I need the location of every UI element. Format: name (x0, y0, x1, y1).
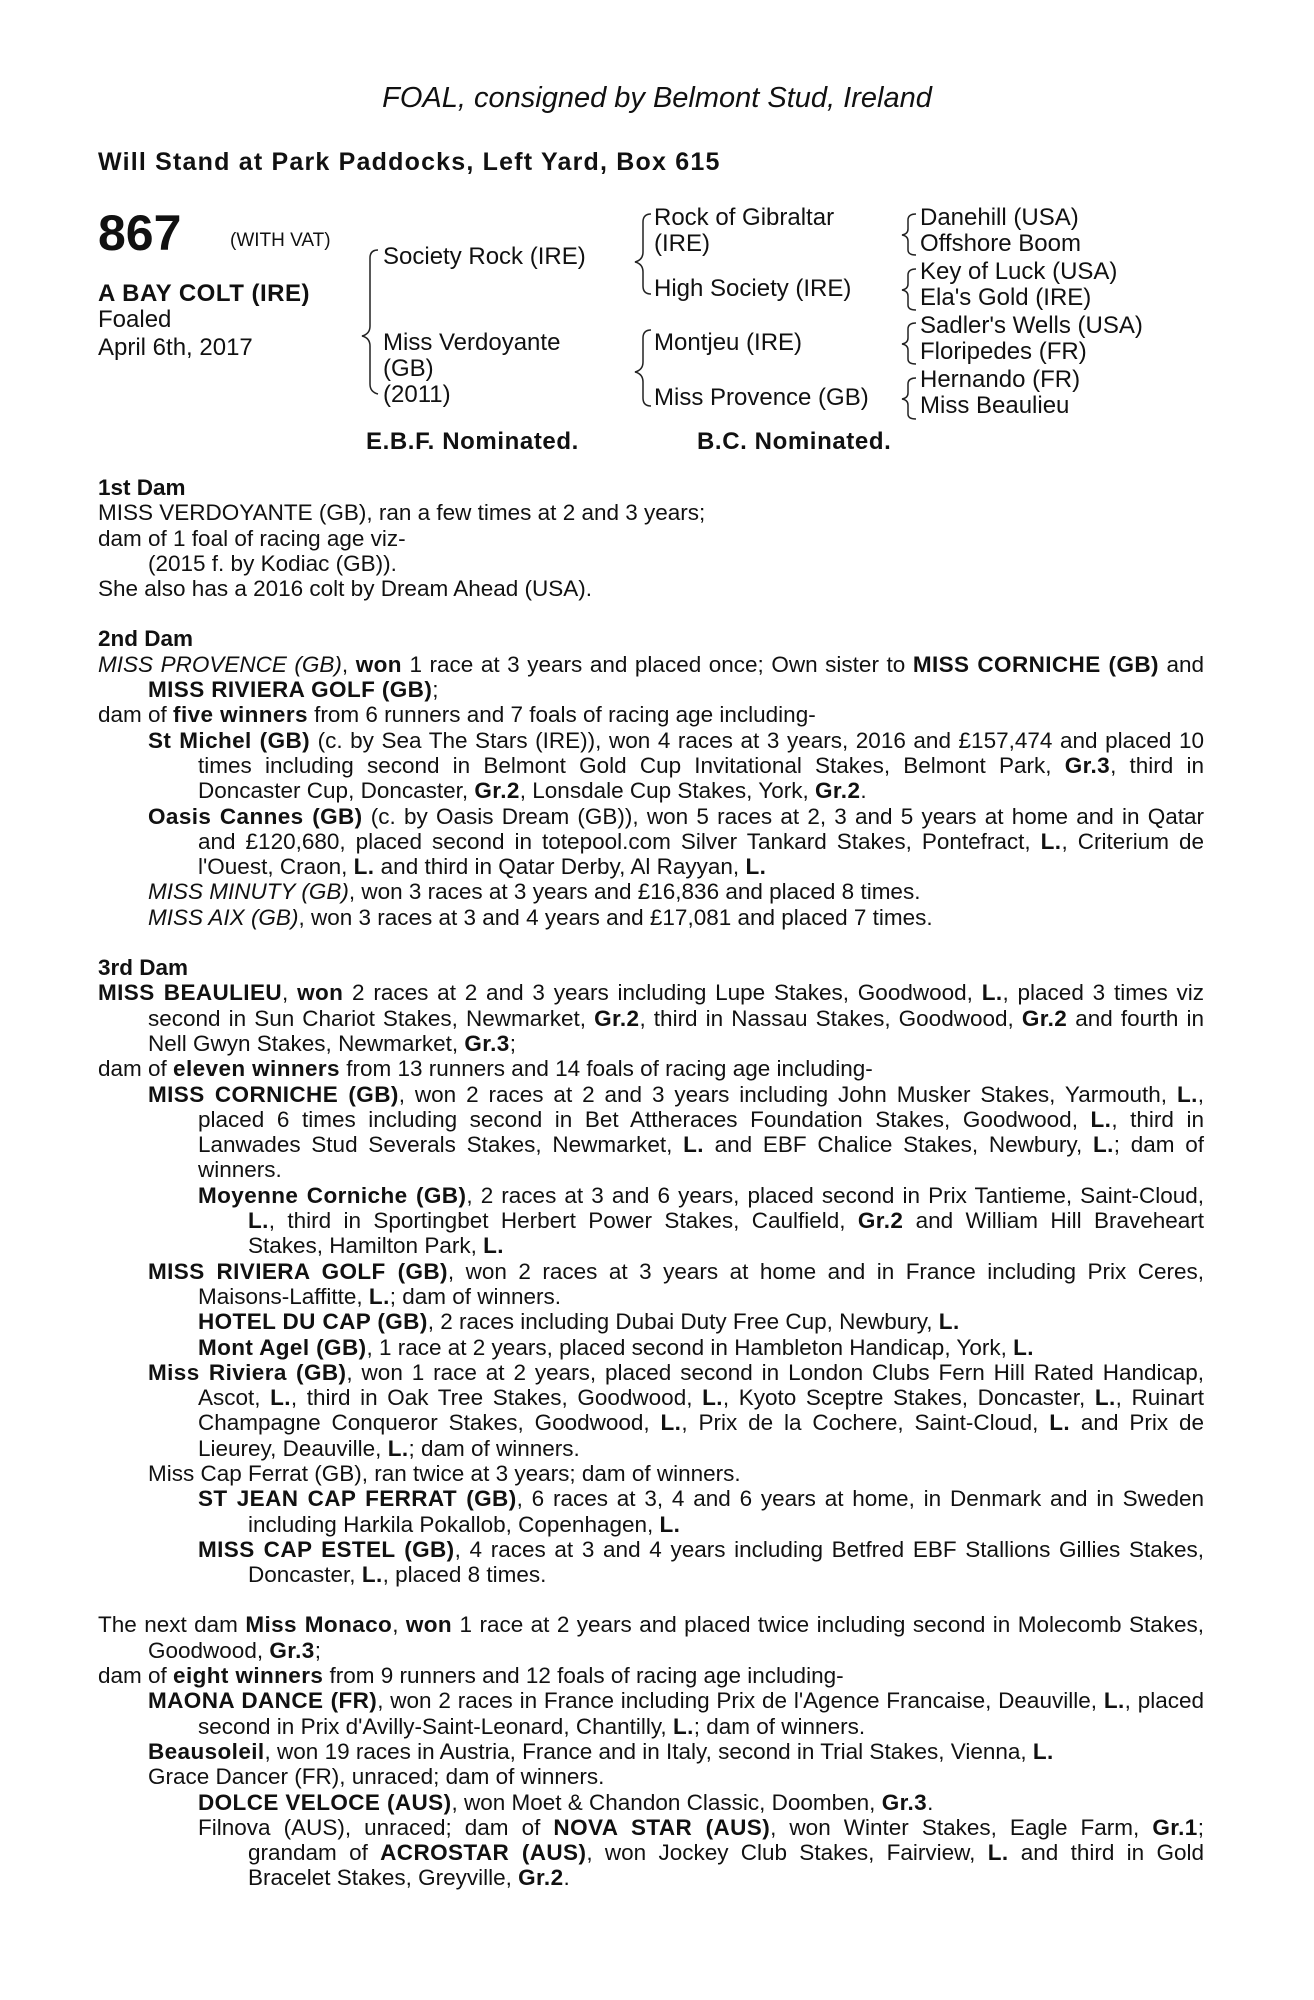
bold-run: Gr.3 (881, 1789, 928, 1815)
pedigree-g3-6: Floripedes (FR) (920, 338, 1087, 365)
bold-run: L. (270, 1385, 291, 1411)
bracket-gen1 (362, 250, 378, 394)
bold-run: Miss Riviera (GB) (148, 1359, 347, 1385)
text-run: Filnova (AUS), unraced; dam of (198, 1814, 554, 1840)
text-run: and (1158, 651, 1204, 677)
bold-run: L. (387, 1435, 409, 1461)
text-run: (c. by Oasis Dream (GB)), won 5 races at 2, 3 and 5 years at home and in Qatar and £120,680, placed second in totepool.com Silver Tankard Stakes, Pontefract, (198, 803, 1205, 854)
text-run: The next dam (98, 1612, 246, 1638)
text-run: 1 race at 2 years and placed twice including second in Molecomb Stakes, Goodwood, (148, 1612, 1204, 1663)
text-run: and William Hill Braveheart Stakes, Hamilton Park, (248, 1208, 1205, 1259)
bold-run: HOTEL DU CAP (GB) (198, 1309, 428, 1335)
text-run: , 2 races including Dubai Duty Free Cup, Newbury, (427, 1309, 939, 1335)
text-run: from 6 runners and 7 foals of racing age including- (307, 702, 816, 728)
text-run: ; dam of winners. (389, 1283, 562, 1309)
text-run: , Criterium de l'Ouest, Craon, (198, 828, 1204, 880)
text-run: ; (509, 1030, 516, 1056)
page-title: FOAL, consigned by Belmont Stud, Ireland (382, 82, 932, 114)
bold-run: eleven winners (173, 1056, 340, 1082)
text-run: (c. by Sea The Stars (IRE)), won 4 races at 3 years, 2016 and £157,474 and placed 10 times including second in Belmont Gold Cup Invitational Stakes, Belmont Park, (198, 727, 1204, 778)
bold-run: Gr.2 (814, 778, 861, 804)
grand-offspring-entry (98, 1309, 1204, 1334)
bracket-ds (902, 323, 916, 364)
bold-run: Moyenne Corniche (GB) (198, 1182, 467, 1208)
second-dam-offspring (98, 728, 1204, 804)
text-run: from 9 runners and 12 foals of racing age including- (323, 1663, 844, 1689)
text-run: , won Jockey Club Stakes, Fairview, (586, 1840, 988, 1866)
first-dam-line: dam of 1 foal of racing age viz- (98, 525, 406, 551)
offspring-entry (98, 1259, 1204, 1310)
text-run: , third in Doncaster Cup, Doncaster, (198, 752, 1204, 804)
grand-offspring-entry (98, 1790, 1204, 1815)
foaled-date: April 6th, 2017 (98, 334, 253, 361)
text-run: , won Winter Stakes, Eagle Farm, (770, 1814, 1153, 1840)
pedigree-g3-2: Offshore Boom (920, 230, 1081, 257)
text-run: 1 race at 3 years and placed once; Own sister to (401, 651, 913, 677)
lot-name: A BAY COLT (IRE) (98, 280, 311, 307)
text-run: and fourth in Nell Gwyn Stakes, Newmarket, (148, 1005, 1205, 1056)
bold-run: Gr.3 (1064, 752, 1111, 778)
bold-run: L. (659, 1511, 681, 1537)
bold-run: Gr.3 (464, 1030, 510, 1056)
text-run: ; (314, 1637, 321, 1663)
bold-run: Gr.3 (269, 1637, 315, 1663)
text-run: from 13 runners and 14 foals of racing age including- (339, 1056, 873, 1082)
text-run: , 2 races at 3 and 6 years, placed second in Prix Tantieme, Saint-Cloud, (466, 1182, 1205, 1208)
text-run: , won 2 races at 3 years at home and in France including Prix Ceres, Maisons-Laffitte, (198, 1258, 1204, 1309)
text-run: , won 19 races in Austria, France and in Italy, second in Trial Stakes, Vienna, (264, 1738, 1033, 1764)
second-dam-offspring (98, 879, 1204, 904)
bracket-dd (902, 378, 916, 419)
text-run: ; dam of winners. (408, 1435, 580, 1461)
text-run: , placed second in Prix d'Avilly-Saint-Leonard, Chantilly, (198, 1688, 1204, 1739)
italic-run: MISS PROVENCE (GB) (98, 651, 342, 677)
offspring-entry (98, 1082, 1204, 1183)
bold-run: L. (1013, 1334, 1034, 1360)
text-run: dam of (98, 702, 174, 728)
bold-run: Beausoleil (148, 1738, 265, 1764)
text-run: dam of (98, 1056, 174, 1082)
bold-run: L. (1094, 1385, 1116, 1411)
text-run: ; dam of winners. (198, 1132, 1204, 1183)
bold-run: DOLCE VELOCE (AUS) (198, 1789, 452, 1815)
third-dam-offspring-list (98, 1082, 1204, 1588)
bold-run: St Michel (GB) (148, 727, 311, 753)
text-run: , 4 races at 3 and 4 years including Betfred EBF Stallions Gillies Stakes, Doncaster, (248, 1536, 1204, 1588)
text-run: , (282, 980, 298, 1006)
italic-run: MISS AIX (GB) (148, 904, 299, 930)
text-run: , placed 3 times viz second in Sun Chariot Stakes, Newmarket, (148, 980, 1204, 1031)
pedigree-sire-dam: High Society (IRE) (654, 275, 852, 302)
bold-run: L. (248, 1208, 269, 1234)
text-run: . (860, 778, 867, 804)
text-run: , third in Nassau Stakes, Goodwood, (639, 1005, 1022, 1031)
bold-run: Gr.1 (1152, 1814, 1198, 1840)
second-dam-summary (98, 652, 1204, 703)
bold-run: L. (483, 1233, 504, 1259)
bold-run: L. (1032, 1738, 1054, 1764)
bold-run: L. (981, 980, 1003, 1006)
pedigree-g3-8: Miss Beaulieu (920, 392, 1070, 419)
pedigree-dam-dam: Miss Provence (GB) (654, 384, 869, 411)
bold-run: Oasis Cannes (GB) (148, 803, 363, 829)
bold-run: Gr.2 (594, 1005, 640, 1031)
bold-run: L. (1176, 1081, 1198, 1107)
text-run: , third in Lanwades Stud Severals Stakes, Newmarket, (198, 1106, 1204, 1158)
pedigree-g3-5: Sadler's Wells (USA) (920, 312, 1143, 339)
bc-nominated: B.C. Nominated. (697, 428, 892, 455)
bold-run: Gr.2 (1021, 1005, 1068, 1031)
text-run: 2 races at 2 and 3 years including Lupe Stakes, Goodwood, (343, 980, 982, 1006)
bold-run: L. (660, 1410, 682, 1436)
foaled-label: Foaled (98, 306, 172, 333)
text-run: , won 2 races in France including Prix de l'Agence Francaise, Deauville, (377, 1688, 1104, 1714)
bold-run: L. (987, 1840, 1009, 1866)
bold-run: MISS RIVIERA GOLF (GB) (148, 1258, 448, 1284)
pedigree-g3-7: Hernando (FR) (920, 366, 1081, 393)
text-run: , won Moet & Chandon Classic, Doomben, (451, 1789, 882, 1815)
first-dam-line: MISS VERDOYANTE (GB), ran a few times at 2 and 3 years; (98, 500, 706, 526)
bold-run: L. (745, 854, 767, 880)
text-run: , placed 6 times including second in Bet Attheraces Foundation Stakes, Goodwood, (198, 1081, 1205, 1132)
bold-run: L. (683, 1132, 704, 1158)
text-run: and EBF Chalice Stakes, Newbury, (703, 1132, 1093, 1158)
bracket-sd (902, 269, 916, 310)
pedigree-sire-sire-line1: Rock of Gibraltar (654, 204, 835, 231)
second-dam-offspring (98, 905, 1204, 930)
third-dam-produce-summary (98, 1056, 1204, 1081)
bold-run: Gr.2 (518, 1865, 564, 1891)
bracket-ss (902, 214, 916, 255)
bold-run: Gr.2 (857, 1208, 904, 1234)
grand-offspring-entry (98, 1183, 1204, 1259)
text-run: , placed 8 times. (382, 1562, 547, 1588)
italic-run: MISS MINUTY (GB) (148, 879, 349, 905)
text-run: ; grandam of (248, 1814, 1204, 1866)
bold-run: eight winners (173, 1663, 324, 1689)
grand-offspring-entry (98, 1486, 1204, 1537)
text-run: , Prix de la Cochere, Saint-Cloud, (681, 1410, 1050, 1436)
bold-run: MISS CORNICHE (GB) (148, 1081, 399, 1107)
text-run: , (392, 1612, 406, 1638)
second-dam-offspring (98, 804, 1204, 880)
stand-location: Will Stand at Park Paddocks, Left Yard, Box 615 (98, 148, 721, 176)
pedigree-dam-line1: Miss Verdoyante (383, 329, 561, 356)
bold-run: L. (1040, 828, 1062, 854)
pedigree-g3-4: Ela's Gold (IRE) (920, 284, 1092, 311)
text-run: , 1 race at 2 years, placed second in Hambleton Handicap, York, (366, 1334, 1014, 1360)
text-run: . (927, 1789, 934, 1815)
third-dam-heading: 3rd Dam (98, 955, 189, 981)
grand-offspring-entry (98, 1335, 1204, 1360)
bold-run: L. (1049, 1410, 1071, 1436)
pedigree-sire: Society Rock (IRE) (383, 243, 586, 270)
text-run: and third in Gold Bracelet Stakes, Greyville, (248, 1840, 1204, 1891)
offspring-entry (98, 1360, 1204, 1461)
bold-run: MISS BEAULIEU (98, 980, 283, 1006)
bold-run: L. (938, 1309, 960, 1335)
vat-note: (WITH VAT) (230, 230, 331, 251)
bold-run: five winners (173, 702, 308, 728)
bold-run: L. (1090, 1106, 1112, 1132)
pedigree-dam-sire: Montjeu (IRE) (654, 329, 803, 356)
bold-run: Miss Monaco (245, 1612, 393, 1638)
bold-run: MISS RIVIERA GOLF (GB) (148, 677, 433, 703)
text-run: ; (432, 677, 439, 703)
first-dam-heading: 1st Dam (98, 475, 186, 500)
bold-run: won (405, 1612, 453, 1638)
grand-offspring-entry (98, 1537, 1204, 1588)
bold-run: L. (1092, 1132, 1114, 1158)
catalogue-body (98, 475, 1204, 1891)
bold-run: MAONA DANCE (FR) (148, 1688, 378, 1714)
pedigree-sire-sire-line2: (IRE) (654, 230, 710, 257)
bold-run: NOVA STAR (AUS) (553, 1814, 771, 1840)
text-run: , Lonsdale Cup Stakes, York, (519, 778, 815, 804)
bold-run: L. (1103, 1688, 1125, 1714)
first-dam-line: (2015 f. by Kodiac (GB)). (148, 550, 397, 576)
pedigree-dam-line3: (2011) (383, 381, 451, 408)
bold-run: L. (702, 1385, 723, 1411)
text-run: Miss Cap Ferrat (GB), ran twice at 3 years; dam of winners. (148, 1460, 741, 1486)
text-run: , third in Oak Tree Stakes, Goodwood, (290, 1385, 703, 1411)
second-dam-produce-summary (98, 702, 1204, 727)
offspring-entry (98, 1461, 1204, 1486)
bold-run: ST JEAN CAP FERRAT (GB) (198, 1486, 517, 1512)
pedigree-dam-line2: (GB) (383, 355, 434, 382)
text-run: , 6 races at 3, 4 and 6 years at home, in Denmark and in Sweden including Harkila Pokallob, Copenhagen, (248, 1486, 1204, 1537)
bold-run: ACROSTAR (AUS) (380, 1840, 587, 1866)
text-run: , Ruinart Champagne Conqueror Stakes, Goodwood, (198, 1385, 1204, 1436)
bold-run: MISS CORNICHE (GB) (912, 651, 1159, 677)
third-dam-summary (98, 980, 1204, 1056)
second-dam-heading: 2nd Dam (98, 626, 194, 652)
text-run: and third in Qatar Derby, Al Rayyan, (374, 854, 746, 880)
bold-run: won (297, 980, 344, 1006)
next-dam-offspring-list (98, 1688, 1204, 1890)
bold-run: L. (361, 1562, 383, 1588)
offspring-entry (98, 1764, 1204, 1789)
bold-run: Mont Agel (GB) (198, 1334, 367, 1360)
text-run: , won 1 race at 2 years, placed second in London Clubs Fern Hill Rated Handicap, Ascot, (198, 1359, 1205, 1411)
text-run: dam of (98, 1663, 174, 1689)
bold-run: L. (353, 854, 375, 880)
bold-run: MISS CAP ESTEL (GB) (198, 1536, 455, 1562)
bracket-sire (635, 214, 651, 294)
pedigree-g3-3: Key of Luck (USA) (920, 258, 1118, 285)
bold-run: L. (672, 1713, 694, 1739)
bold-run: won (355, 651, 402, 677)
grand-offspring-entry (98, 1815, 1204, 1891)
next-dam-summary (98, 1612, 1204, 1663)
text-run: and Prix de Lieurey, Deauville, (198, 1410, 1204, 1461)
bold-run: Gr.2 (474, 778, 520, 804)
text-run: , won 3 races at 3 and 4 years and £17,081 and placed 7 times. (298, 904, 933, 930)
text-run: Grace Dancer (FR), unraced; dam of winners. (148, 1764, 605, 1790)
text-run: , Kyoto Sceptre Stakes, Doncaster, (722, 1385, 1095, 1411)
bold-run: L. (368, 1283, 390, 1309)
text-run: , third in Sportingbet Herbert Power Stakes, Caulfield, (268, 1208, 858, 1234)
next-dam-produce-summary (98, 1663, 1204, 1688)
pedigree-g3-1: Danehill (USA) (920, 204, 1079, 231)
text-run: . (563, 1865, 570, 1891)
text-run: , won 2 races at 2 and 3 years including John Musker Stakes, Yarmouth, (398, 1081, 1177, 1107)
ebf-nominated: E.B.F. Nominated. (366, 428, 579, 455)
text-run: , (341, 651, 356, 677)
offspring-entry (98, 1739, 1204, 1764)
text-run: ; dam of winners. (693, 1713, 866, 1739)
text-run: , won 3 races at 3 years and £16,836 and placed 8 times. (348, 879, 921, 905)
lot-number: 867 (98, 205, 182, 261)
first-dam-line: She also has a 2016 colt by Dream Ahead (USA). (98, 576, 593, 602)
offspring-entry (98, 1688, 1204, 1739)
bracket-dam (635, 330, 651, 406)
